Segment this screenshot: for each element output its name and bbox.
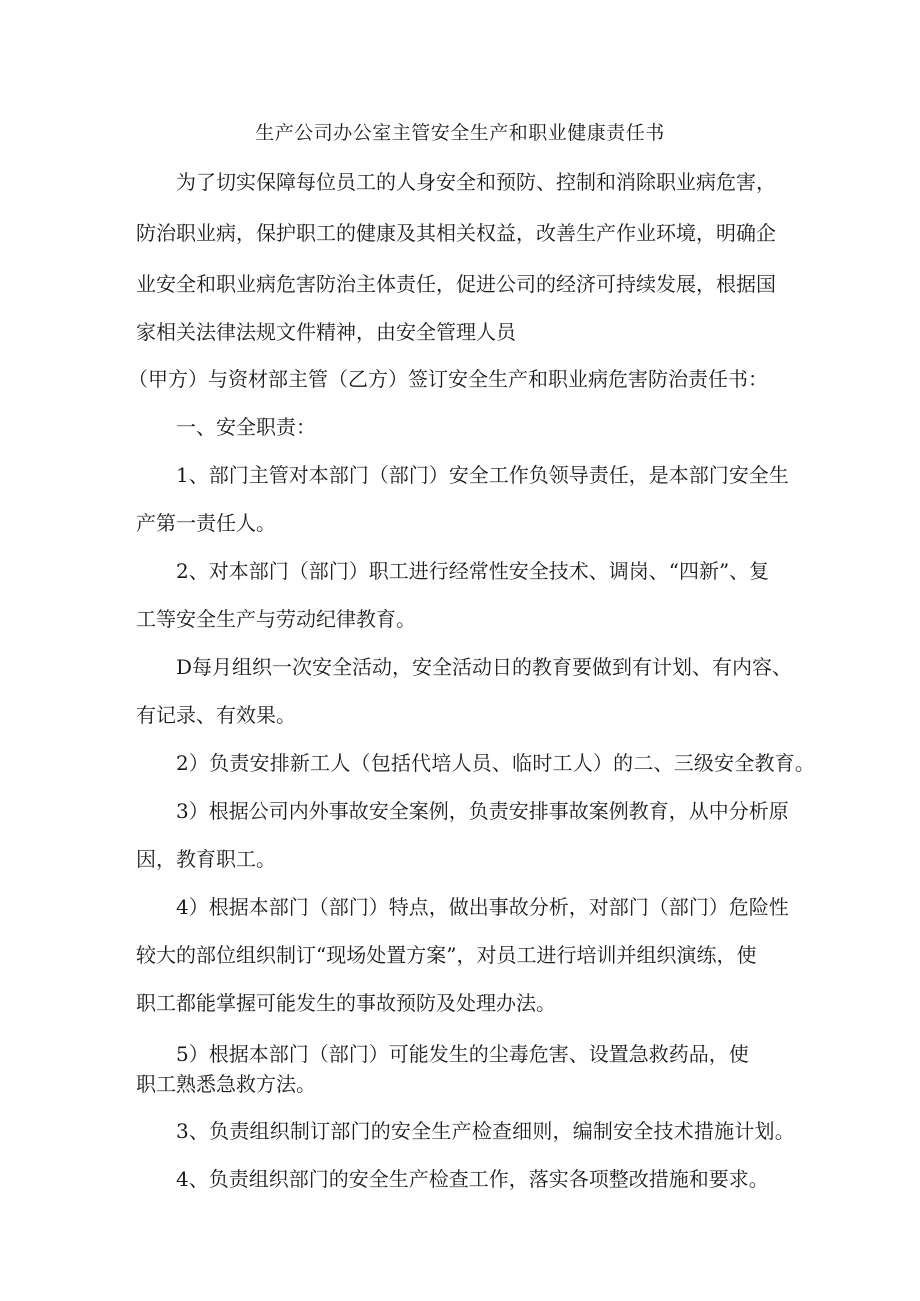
- paragraph-line: 5）根据本部门（部门）可能发生的尘毒危害、设置急救药品，使: [176, 1042, 749, 1066]
- paragraph-line: 3、负责组织制订部门的安全生产检查细则，编制安全技术措施计划。: [176, 1119, 795, 1143]
- paragraph-line: 较大的部位组织制订“现场处置方案”，对员工进行培训并组织演练，使: [136, 943, 757, 967]
- paragraph-line: （甲方）与资材部主管（乙方）签订安全生产和职业病危害防治责任书：: [128, 367, 768, 391]
- paragraph-line: 产第一责任人。: [136, 511, 276, 535]
- paragraph-line: 职工熟悉急救方法。: [136, 1072, 316, 1096]
- paragraph-line: 家相关法律法规文件精神，由安全管理人员: [136, 320, 516, 344]
- paragraph-line: 有记录、有效果。: [136, 703, 296, 727]
- document-title: 生产公司办公室主管安全生产和职业健康责任书: [255, 122, 665, 144]
- paragraph-line: 4）根据本部门（部门）特点，做出事故分析，对部门（部门）危险性: [176, 895, 789, 919]
- paragraph-line: 业安全和职业病危害防治主体责任，促进公司的经济可持续发展，根据国: [136, 272, 776, 296]
- paragraph-line: 2、对本部门（部门）职工进行经常性安全技术、调岗、“四新”、复: [176, 559, 770, 583]
- paragraph-line: 2）负责安排新工人（包括代培人员、临时工人）的二、三级安全教育。: [176, 751, 816, 775]
- paragraph-line: D每月组织一次安全活动，安全活动日的教育要做到有计划、有内容、: [176, 655, 793, 679]
- paragraph-line: 工等安全生产与劳动纪律教育。: [136, 607, 416, 631]
- paragraph-line: 职工都能掌握可能发生的事故预防及处理办法。: [136, 991, 556, 1015]
- paragraph-line: 因，教育职工。: [136, 847, 276, 871]
- paragraph-line: 3）根据公司内外事故安全案例，负责安排事故案例教育，从中分析原: [176, 799, 789, 823]
- section-heading: 一、安全职责：: [176, 415, 316, 439]
- paragraph-line: 为了切实保障每位员工的人身安全和预防、控制和消除职业病危害，: [176, 170, 776, 194]
- paragraph-line: 防治职业病，保护职工的健康及其相关权益，改善生产作业环境，明确企: [136, 221, 776, 245]
- paragraph-line: 4、负责组织部门的安全生产检查工作，落实各项整改措施和要求。: [176, 1167, 769, 1191]
- paragraph-line: 1、部门主管对本部门（部门）安全工作负领导责任，是本部门安全生: [176, 463, 789, 487]
